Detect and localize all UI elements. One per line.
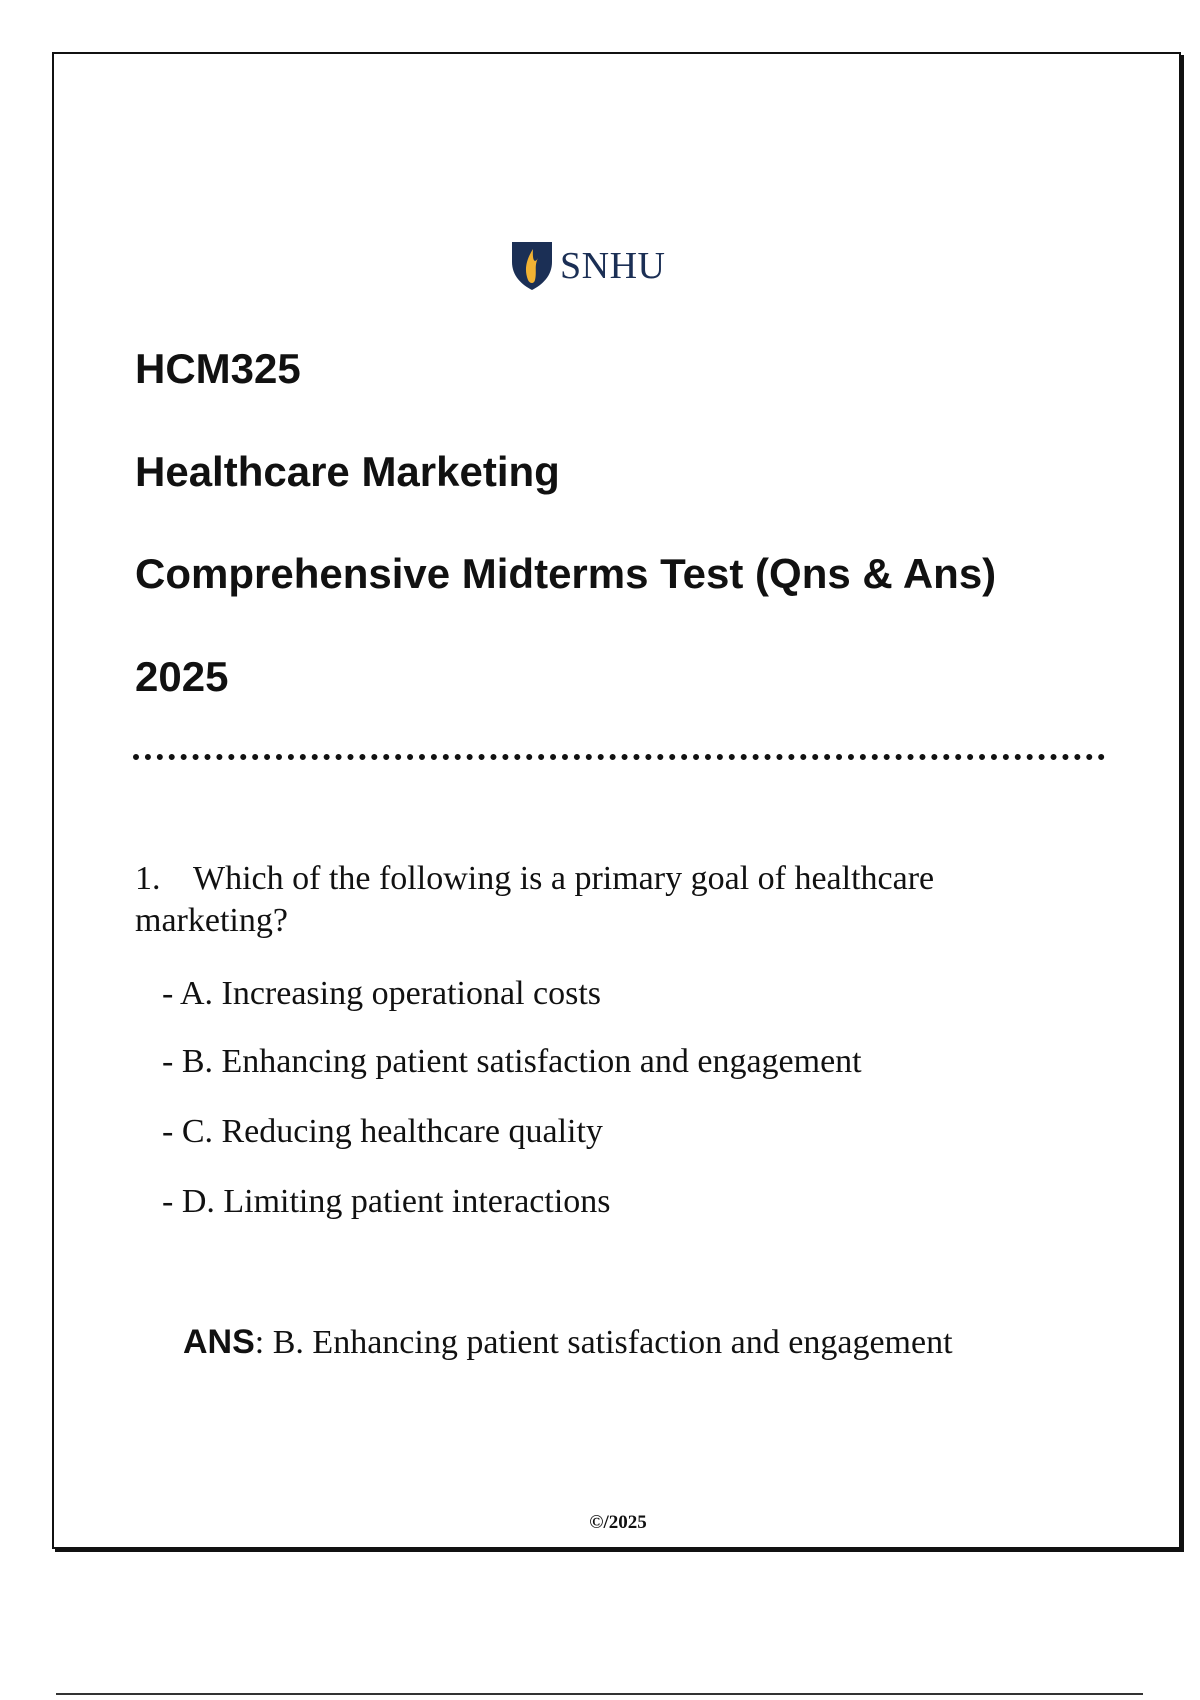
option-d: - D. Limiting patient interactions xyxy=(162,1183,611,1220)
year-title: 2025 xyxy=(135,653,229,700)
bottom-rule xyxy=(56,1693,1143,1695)
option-a: - A. Increasing operational costs xyxy=(162,975,602,1012)
question-text: Which of the following is a primary goal of healthcare marketing? xyxy=(135,860,935,939)
snhu-logo xyxy=(510,240,665,292)
answer-line xyxy=(183,1325,953,1360)
test-title: Comprehensive Midterms Test (Qns & Ans) xyxy=(135,550,997,597)
copyright-footer: ©/2025 xyxy=(589,1512,647,1533)
option-c: - C. Reducing healthcare quality xyxy=(162,1113,603,1150)
question-number: 1. xyxy=(135,860,161,897)
shield-flame-icon xyxy=(510,240,554,292)
answer-label: ANS xyxy=(183,1323,255,1361)
answer-text: : B. Enhancing patient satisfaction and engagement xyxy=(254,1324,953,1361)
question-1 xyxy=(135,858,1035,942)
dotted-divider xyxy=(133,754,1105,760)
logo-text: SNHU xyxy=(560,245,666,287)
option-b: - B. Enhancing patient satisfaction and engagement xyxy=(162,1043,862,1080)
subject-title: Healthcare Marketing xyxy=(135,448,560,495)
course-code: HCM325 xyxy=(135,345,301,392)
